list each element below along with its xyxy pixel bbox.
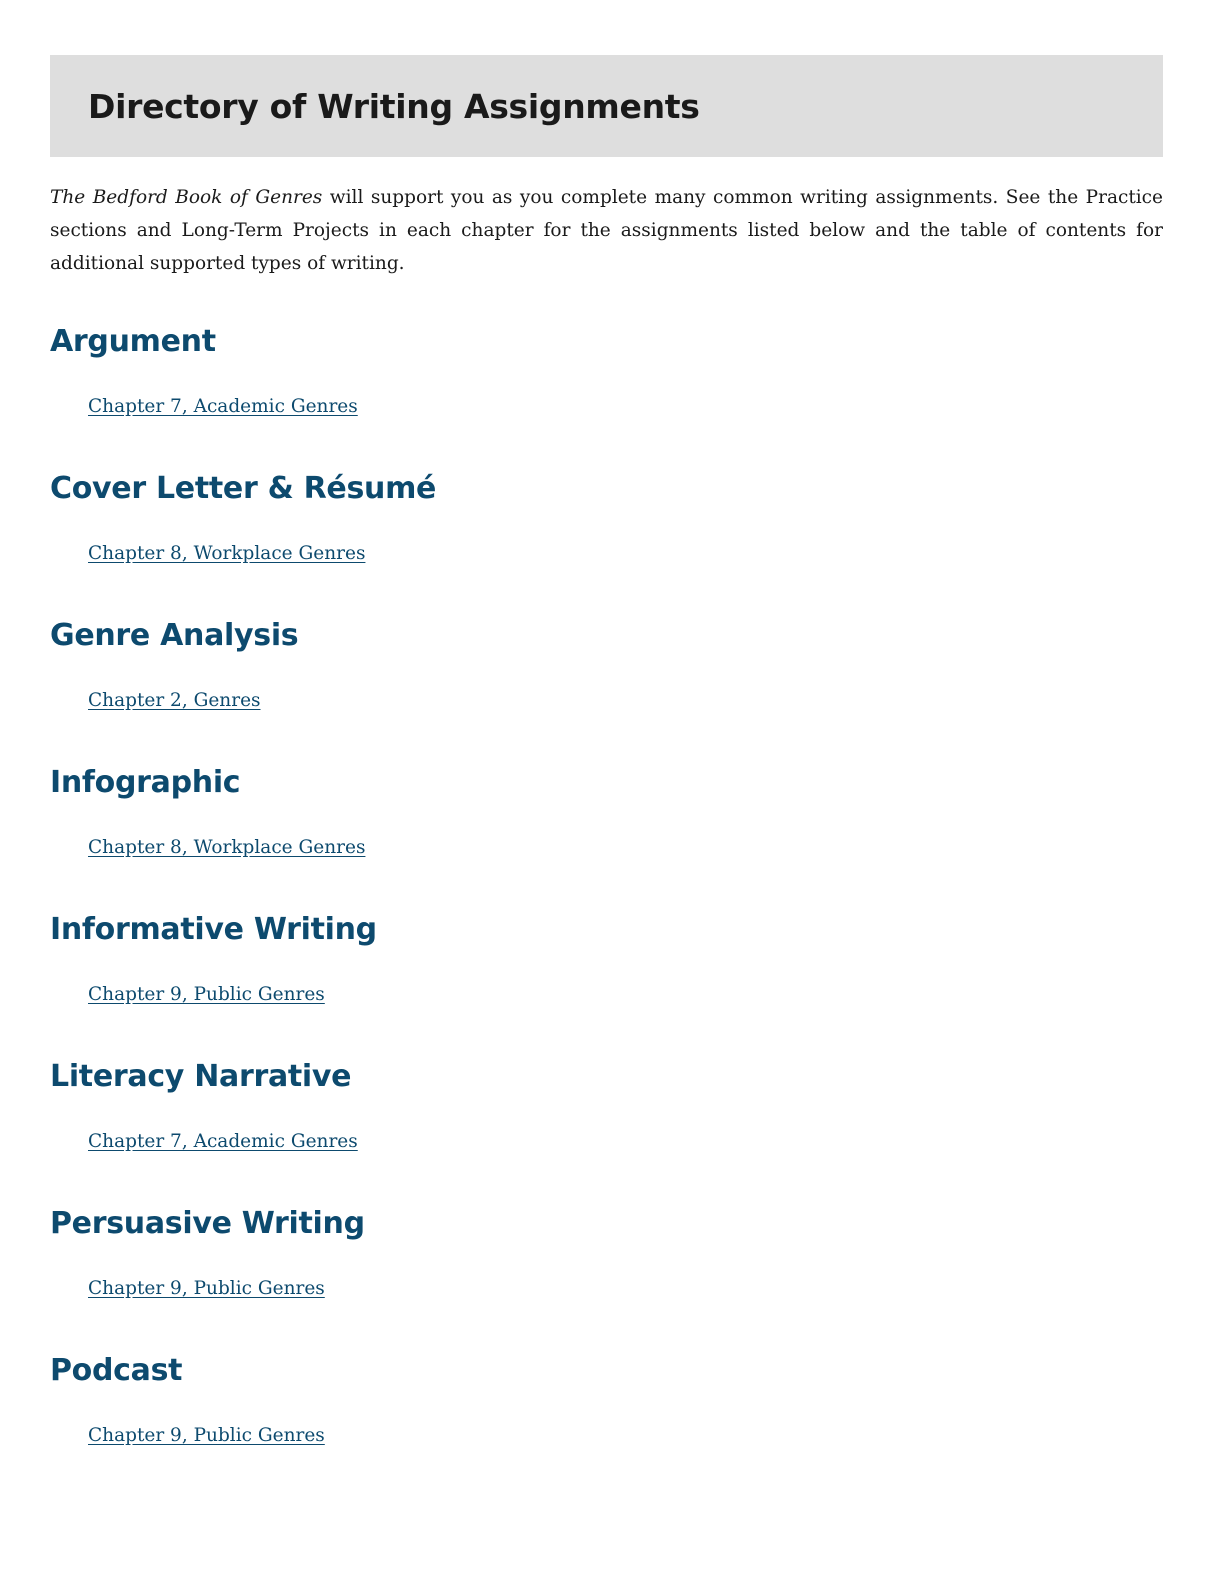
- section-cover-letter-resume: [50, 469, 1163, 616]
- section-link-row: [88, 1244, 1163, 1351]
- section-link-row: [88, 803, 1163, 910]
- chapter-link[interactable]: Chapter 9, Public Genres: [88, 1425, 325, 1446]
- section-link-row: [88, 509, 1163, 616]
- section-argument: [50, 322, 1163, 469]
- book-title: The Bedford Book of Genres: [50, 187, 323, 208]
- section-podcast: [50, 1351, 1163, 1498]
- chapter-link[interactable]: Chapter 9, Public Genres: [88, 984, 325, 1005]
- chapter-link[interactable]: Chapter 2, Genres: [88, 690, 261, 711]
- section-heading: Cover Letter & Résumé: [50, 471, 437, 506]
- section-link-row: [88, 656, 1163, 763]
- section-link-row: [88, 362, 1163, 469]
- section-link-row: [88, 1391, 1163, 1498]
- section-link-row: [88, 950, 1163, 1057]
- chapter-link[interactable]: Chapter 7, Academic Genres: [88, 396, 358, 417]
- page-title: Directory of Writing Assignments: [88, 86, 700, 126]
- intro-paragraph: [50, 181, 1163, 280]
- section-heading: Informative Writing: [50, 912, 377, 947]
- section-link-row: [88, 1097, 1163, 1204]
- section-informative-writing: [50, 910, 1163, 1057]
- section-literacy-narrative: [50, 1057, 1163, 1204]
- chapter-link[interactable]: Chapter 9, Public Genres: [88, 1278, 325, 1299]
- chapter-link[interactable]: Chapter 8, Workplace Genres: [88, 837, 366, 858]
- chapter-link[interactable]: Chapter 7, Academic Genres: [88, 1131, 358, 1152]
- section-genre-analysis: [50, 616, 1163, 763]
- section-heading: Argument: [50, 324, 216, 359]
- chapter-link[interactable]: Chapter 8, Workplace Genres: [88, 543, 366, 564]
- section-heading: Infographic: [50, 765, 241, 800]
- section-heading: Genre Analysis: [50, 618, 299, 653]
- document-page: [50, 55, 1163, 1498]
- section-persuasive-writing: [50, 1204, 1163, 1351]
- title-banner: [50, 55, 1163, 157]
- assignment-directory: [50, 322, 1163, 1498]
- intro-text: will support you as you complete many common writing assignments. See the Practice sections and Long-Term Projects in each chapter for the assignments listed below and the table of contents for additional supported types of writing.: [50, 187, 1163, 274]
- section-heading: Literacy Narrative: [50, 1059, 352, 1094]
- section-infographic: [50, 763, 1163, 910]
- section-heading: Podcast: [50, 1353, 183, 1388]
- section-heading: Persuasive Writing: [50, 1206, 365, 1241]
